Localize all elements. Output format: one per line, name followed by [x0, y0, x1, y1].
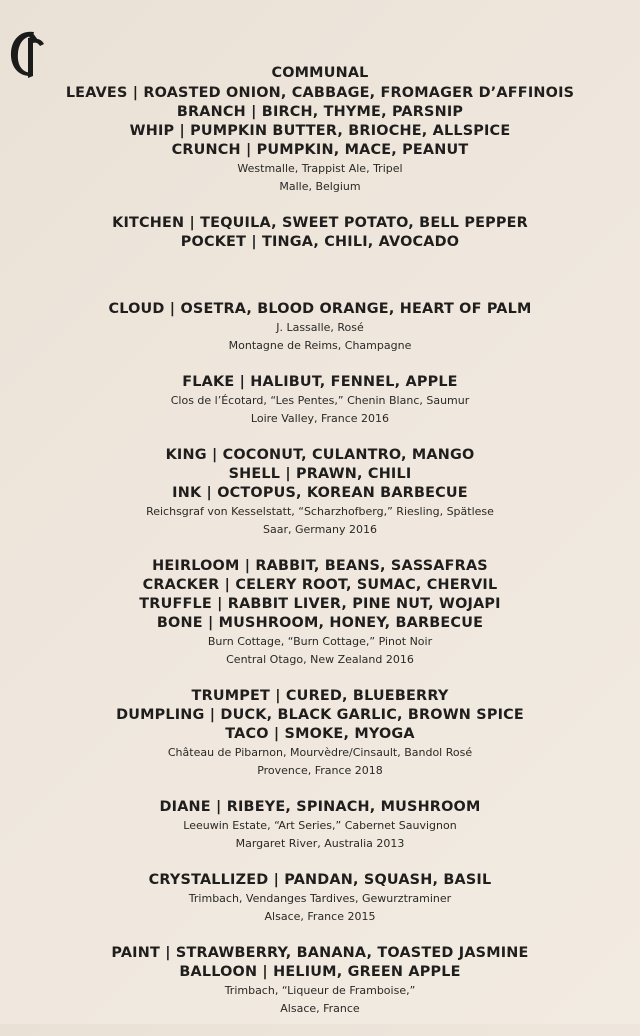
course-heading: COMMUNAL: [271, 65, 369, 81]
course-9: [0, 871, 640, 926]
wine-region: Montagne de Reims, Champagne: [228, 339, 412, 352]
course-4: [0, 373, 640, 428]
wine-region: Provence, France 2018: [257, 764, 383, 777]
dish-line: LEAVES | ROASTED ONION, CABBAGE, FROMAGER D’AFFINOIS: [65, 85, 575, 101]
dish-line: INK | OCTOPUS, KOREAN BARBECUE: [172, 485, 468, 501]
wine-region: Malle, Belgium: [279, 180, 361, 193]
dish-line: DIANE | RIBEYE, SPINACH, MUSHROOM: [159, 799, 481, 815]
wine-pairing: Clos de l’Écotard, “Les Pentes,” Chenin Blanc, Saumur: [170, 394, 470, 407]
tasting-menu: [0, 64, 640, 1036]
wine-pairing: Burn Cottage, “Burn Cottage,” Pinot Noir: [207, 635, 433, 648]
wine-pairing: Leeuwin Estate, “Art Series,” Cabernet Sauvignon: [183, 819, 457, 832]
dish-line: POCKET | TINGA, CHILI, AVOCADO: [180, 234, 460, 250]
wine-region: Loire Valley, France 2016: [250, 412, 390, 425]
wine-region: Alsace, France: [280, 1002, 360, 1015]
course-2: [0, 214, 640, 252]
wine-pairing: Trimbach, Vendanges Tardives, Gewurztraminer: [188, 892, 452, 905]
dish-line: FLAKE | HALIBUT, FENNEL, APPLE: [182, 374, 458, 390]
dish-line: BONE | MUSHROOM, HONEY, BARBECUE: [156, 615, 484, 631]
course-10: [0, 944, 640, 1018]
wine-pairing: Trimbach, “Liqueur de Framboise,”: [224, 984, 416, 997]
dish-line: HEIRLOOM | RABBIT, BEANS, SASSAFRAS: [152, 558, 488, 574]
dish-line: SHELL | PRAWN, CHILI: [228, 466, 412, 482]
wine-pairing: Château de Pibarnon, Mourvèdre/Cinsault, Bandol Rosé: [167, 746, 473, 759]
dish-line: WHIP | PUMPKIN BUTTER, BRIOCHE, ALLSPICE: [129, 123, 511, 139]
dish-line: TACO | SMOKE, MYOGA: [225, 726, 415, 742]
wine-pairing: J. Lassalle, Rosé: [276, 321, 364, 334]
dish-line: CRACKER | CELERY ROOT, SUMAC, CHERVIL: [142, 577, 498, 593]
dish-line: CRYSTALLIZED | PANDAN, SQUASH, BASIL: [148, 872, 492, 888]
course-1: [0, 64, 640, 196]
dish-line: DUMPLING | DUCK, BLACK GARLIC, BROWN SPICE: [116, 707, 524, 723]
dish-line: KITCHEN | TEQUILA, SWEET POTATO, BELL PEPPER: [112, 215, 528, 231]
course-6: [0, 557, 640, 669]
dish-line: TRUFFLE | RABBIT LIVER, PINE NUT, WOJAPI: [139, 596, 501, 612]
course-8: [0, 798, 640, 853]
dish-line: KING | COCONUT, CULANTRO, MANGO: [165, 447, 475, 463]
dish-line: BRANCH | BIRCH, THYME, PARSNIP: [176, 104, 464, 120]
wine-pairing: Westmalle, Trappist Ale, Tripel: [237, 162, 403, 175]
course-5: [0, 446, 640, 539]
course-7: [0, 687, 640, 780]
wine-region: Margaret River, Australia 2013: [235, 837, 405, 850]
wine-region: Central Otago, New Zealand 2016: [226, 653, 414, 666]
dish-line: PAINT | STRAWBERRY, BANANA, TOASTED JASMINE: [111, 945, 529, 961]
course-3: [0, 300, 640, 355]
wine-pairing: Reichsgraf von Kesselstatt, “Scharzhofberg,” Riesling, Spätlese: [146, 505, 494, 518]
wine-region: Alsace, France 2015: [264, 910, 376, 923]
dish-line: BALLOON | HELIUM, GREEN APPLE: [179, 964, 461, 980]
dish-line: CLOUD | OSETRA, BLOOD ORANGE, HEART OF PALM: [108, 301, 532, 317]
wine-region: Saar, Germany 2016: [262, 523, 378, 536]
dish-line: TRUMPET | CURED, BLUEBERRY: [191, 688, 449, 704]
dish-line: CRUNCH | PUMPKIN, MACE, PEANUT: [171, 142, 469, 158]
